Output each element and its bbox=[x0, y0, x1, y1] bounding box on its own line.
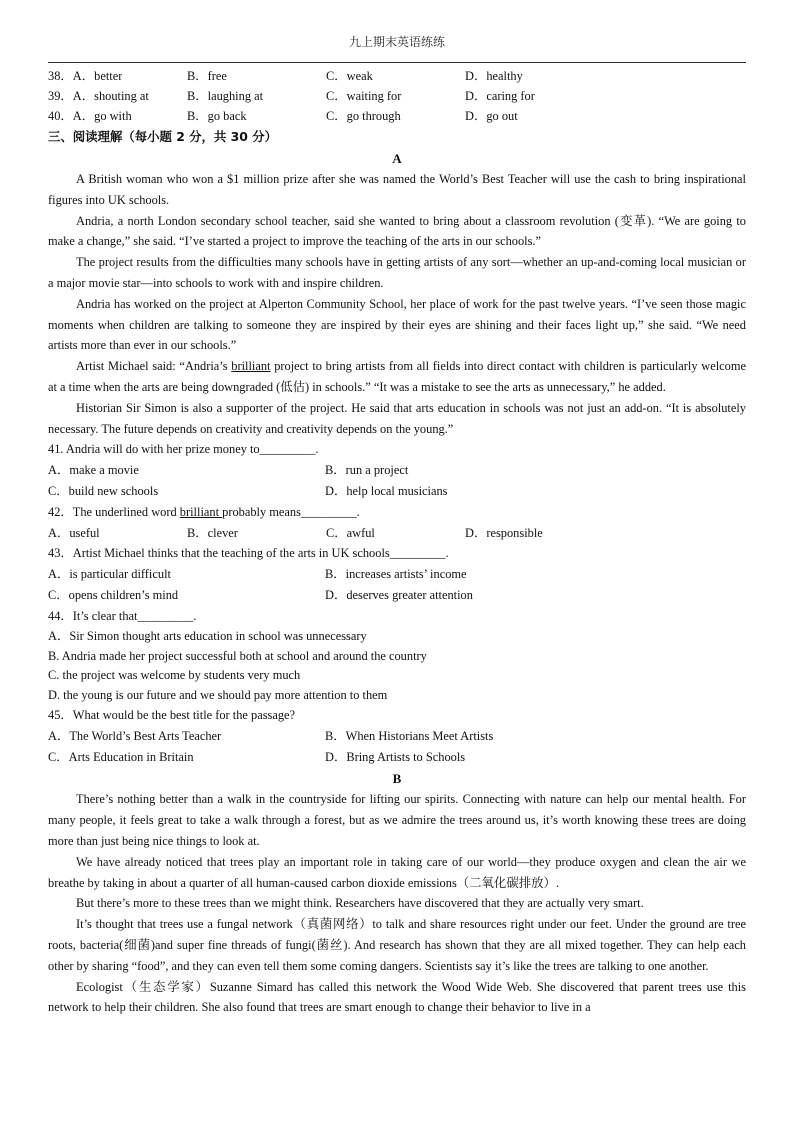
option-b: B．clever bbox=[187, 526, 238, 541]
question-41-options-row bbox=[48, 481, 746, 502]
header-divider bbox=[48, 62, 746, 63]
option-d: D．help local musicians bbox=[325, 484, 448, 499]
passage-b-paragraph: We have already noticed that trees play an important role in taking care of our world—they produce oxygen and clean the air we breathe by taking in about a quarter of all human-caused carbon dioxide emissions（二氧化碳排放）. bbox=[48, 854, 746, 890]
option-b: B．increases artists’ income bbox=[325, 567, 467, 582]
option-a: A．useful bbox=[48, 526, 100, 541]
question-44-stem: 44．It’s clear that_________. bbox=[48, 609, 197, 624]
option-d: D．responsible bbox=[465, 526, 543, 541]
question-43-stem: 43．Artist Michael thinks that the teaching of the arts in UK schools_________. bbox=[48, 546, 449, 561]
underlined-word: brilliant bbox=[179, 505, 223, 520]
option-a: A．make a movie bbox=[48, 463, 139, 478]
option-d: D．deserves greater attention bbox=[325, 588, 473, 603]
option-a: A．The World’s Best Arts Teacher bbox=[48, 729, 222, 744]
passage-b-paragraph: There’s nothing better than a walk in the countryside for lifting our spirits. Connecting with nature can help our mental health. For many people, it feels great to take a walk through a forest, but as we admire the trees around us, it’s worth knowing these trees are doing more than just being nice things to look at. bbox=[48, 792, 746, 848]
option-b: B．free bbox=[187, 69, 227, 83]
page-header: 九上期末英语练练 bbox=[348, 35, 445, 49]
question-45-options-row bbox=[48, 747, 746, 768]
option-b: B．go back bbox=[187, 109, 247, 123]
option-c: C．waiting for bbox=[326, 89, 402, 103]
page-content bbox=[48, 66, 746, 1018]
question-41-stem: 41. Andria will do with her prize money to_________. bbox=[48, 442, 319, 457]
question-number: 39． bbox=[48, 89, 73, 103]
question-39 bbox=[48, 86, 746, 106]
question-38 bbox=[48, 66, 746, 86]
option-a: A．shouting at bbox=[72, 89, 149, 103]
passage-a-paragraph: A British woman who won a $1 million prize after she was named the World’s Best Teacher will use the cash to bring inspirational figures into UK schools. bbox=[48, 172, 746, 207]
option-c: C．go through bbox=[326, 109, 401, 123]
question-40 bbox=[48, 106, 746, 126]
question-45-stem: 45．What would be the best title for the passage? bbox=[48, 708, 296, 723]
passage-b-label: B bbox=[392, 771, 402, 787]
option-a: A．better bbox=[72, 69, 123, 83]
question-42-stem: 42．The underlined word brilliant probably means_________. bbox=[48, 505, 360, 520]
underlined-word: brilliant bbox=[231, 359, 271, 374]
option-a: A．Sir Simon thought arts education in school was unnecessary bbox=[48, 629, 367, 644]
option-c: C．awful bbox=[326, 526, 375, 541]
option-d: D．healthy bbox=[465, 69, 523, 83]
question-43-options-row bbox=[48, 564, 746, 585]
option-a: A．is particular difficult bbox=[48, 567, 171, 582]
option-d: D．caring for bbox=[465, 89, 535, 103]
option-c: C．weak bbox=[326, 69, 373, 83]
question-42-options bbox=[48, 523, 746, 543]
option-c: C．Arts Education in Britain bbox=[48, 750, 194, 765]
passage-b-paragraph: But there’s more to these trees than we might think. Researchers have discovered that they are actually very smart. bbox=[76, 896, 644, 911]
question-number: 40． bbox=[48, 109, 73, 123]
option-c: C．build new schools bbox=[48, 484, 159, 499]
passage-a-paragraph: Historian Sir Simon is also a supporter of the project. He said that arts education in schools was not just an add-on. “It is absolutely necessary. The future depends on creativity and creativity depends on the young.” bbox=[48, 400, 746, 436]
option-b: B．When Historians Meet Artists bbox=[325, 729, 494, 744]
question-41-options-row bbox=[48, 460, 746, 481]
option-a: A．go with bbox=[72, 109, 132, 123]
passage-b-paragraph: Ecologist（生态学家）Suzanne Simard has called this network the Wood Wide Web. She discovered that parent trees use this network to help their children. She also found that trees are smart enough to change their behavior to live in a bbox=[48, 979, 746, 1015]
option-b: B．run a project bbox=[325, 463, 409, 478]
question-45-options-row bbox=[48, 726, 746, 747]
passage-b-paragraph: It’s thought that trees use a fungal network（真菌网络）to talk and share resources right under our feet. Under the ground are tree roots, bacteria(细菌)and super fine threads of fungi(菌丝). And research has shown that they are all mixed together. They can help each other by sharing “food”, and they can even tell them some coming dangers. Scientists say it’s like the trees are talking to one another. bbox=[48, 917, 746, 973]
section-title-reading: 三、阅读理解（每小题 2 分，共 30 分） bbox=[48, 129, 277, 144]
option-b: B．laughing at bbox=[187, 89, 264, 103]
option-d: D．Bring Artists to Schools bbox=[325, 750, 466, 765]
question-43-options-row bbox=[48, 585, 746, 606]
passage-a-paragraph: Andria, a north London secondary school teacher, said she wanted to bring about a classroom revolution (变革). “We are going to make a change,” she said. “I’ve started a project to improve the teaching of the arts in our schools.” bbox=[48, 213, 746, 249]
passage-a-paragraph: Andria has worked on the project at Alperton Community School, her place of work for the past twelve years. “I’ve seen those magic moments when children are talking to someone they are inspired by their eyes are shining and their faces light up,” she said. “We need artists more than ever in our schools.” bbox=[48, 296, 746, 353]
option-c: C. the project was welcome by students very much bbox=[48, 668, 301, 683]
passage-a-paragraph: The project results from the difficulties many schools have in getting artists of any sort—whether an up-and-coming local musician or a major movie star—into schools to work with and inspire children. bbox=[48, 255, 746, 290]
option-c: C．opens children’s mind bbox=[48, 588, 179, 603]
passage-a-paragraph: Artist Michael said: “Andria’s brilliant project to bring artists from all fields into direct contact with children is particularly welcome at a time when the arts are being downgraded (低估) in schools.” “It was a mistake to see the arts as unnecessary,” he added. bbox=[48, 359, 746, 394]
option-d: D. the young is our future and we should pay more attention to them bbox=[48, 687, 388, 702]
option-d: D．go out bbox=[465, 109, 518, 123]
option-b: B. Andria made her project successful both at school and around the country bbox=[48, 648, 427, 663]
question-number: 38． bbox=[48, 69, 73, 83]
passage-a-label: A bbox=[392, 151, 402, 166]
